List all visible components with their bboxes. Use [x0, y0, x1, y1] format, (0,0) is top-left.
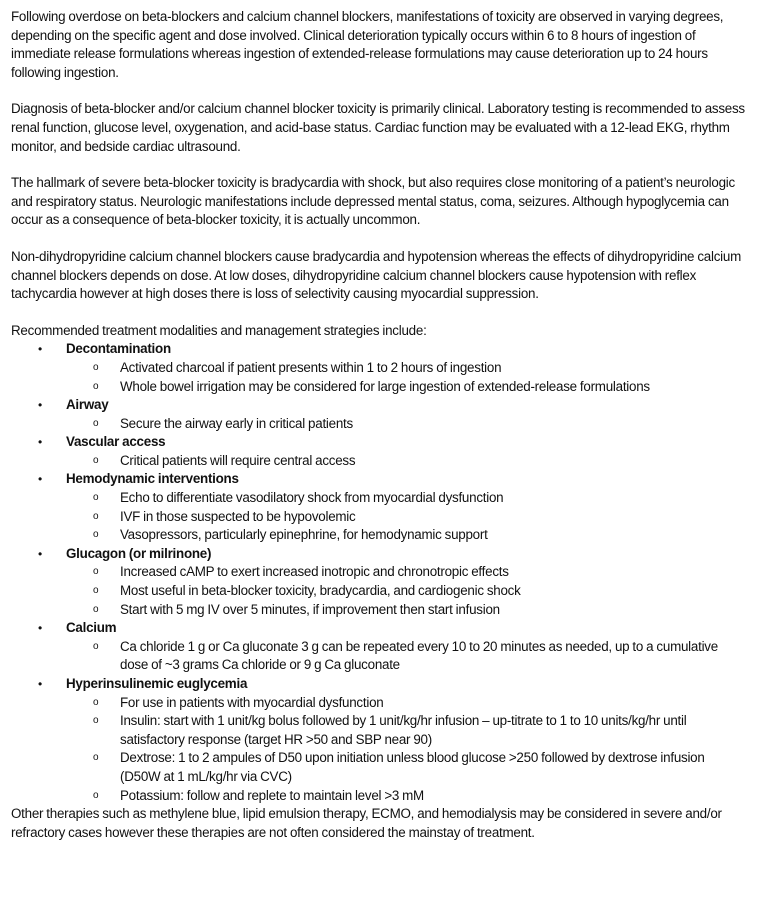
paragraph-other-therapies: Other therapies such as methylene blue, lipid emulsion therapy, ECMO, and hemodialysis may be considered in severe and/or refractory cases however these therapies are not often considered the mainstay of treatment.: [11, 806, 722, 840]
circle-bullet-icon: o: [93, 640, 99, 652]
circle-bullet-icon: o: [93, 510, 99, 522]
bullet-icon: •: [38, 546, 42, 561]
treatment-list: [11, 340, 748, 805]
sub-item-text: Secure the airway early in critical patients: [120, 415, 353, 431]
circle-bullet-icon: o: [93, 417, 99, 429]
sub-item-text: Dextrose: 1 to 2 ampules of D50 upon initiation unless blood glucose >250 followed by dextrose infusion (D50W at 1 mL/kg/hr via CVC): [120, 750, 705, 784]
sub-list: [66, 638, 748, 675]
treatment-label: Vascular access: [66, 434, 166, 450]
sub-item: [66, 787, 735, 806]
paragraph-calcium-channel-blockers: Non-dihydropyridine calcium channel blockers cause bradycardia and hypotension whereas the effects of dihydropyridine calcium channel blockers depends on dose. At low doses, dihydropyridine calcium channel blockers cause hypotension with reflex tachycardia however at high doses there is loss of selectivity causing myocardial suppression.: [11, 248, 741, 302]
bullet-icon: •: [38, 677, 42, 691]
sub-item-text: Most useful in beta-blocker toxicity, bradycardia, and cardiogenic shock: [120, 583, 521, 599]
sub-list: [66, 489, 748, 545]
circle-bullet-icon: o: [93, 361, 99, 373]
treatment-item-decontamination: [11, 340, 748, 396]
treatment-item-hyperinsulinemic-euglycemia: [11, 675, 748, 805]
sub-item-text: Critical patients will require central access: [120, 452, 356, 468]
treatment-intro: Recommended treatment modalities and management strategies include:: [11, 322, 427, 338]
sub-item: [66, 712, 735, 749]
sub-item: [66, 601, 735, 620]
sub-item: [66, 638, 735, 675]
sub-item: [66, 694, 735, 713]
bullet-icon: •: [38, 472, 42, 487]
circle-bullet-icon: o: [93, 789, 99, 801]
treatment-item-calcium: [11, 619, 748, 675]
sub-item-text: Ca chloride 1 g or Ca gluconate 3 g can be repeated every 10 to 20 minutes as needed, up to a cumulative dose of ~3 grams Ca chloride or 9 g Ca gluconate: [120, 638, 718, 673]
treatment-label: Hemodynamic interventions: [66, 471, 239, 487]
paragraph-overdose-overview: Following overdose on beta-blockers and calcium channel blockers, manifestations of toxicity are observed in varying degrees, depending on the specific agent and dose involved. Clinical deterioration typically occurs within 6 to 8 hours of ingestion of immediate release formulations whereas ingestion of extended-release formulations may cause deterioration up to 24 hours following ingestion.: [11, 9, 724, 80]
bullet-icon: •: [38, 621, 42, 636]
sub-item: [66, 489, 735, 508]
circle-bullet-icon: o: [93, 603, 99, 615]
sub-list: [66, 694, 748, 806]
sub-list: [66, 415, 748, 434]
sub-item: [66, 359, 735, 378]
sub-item: [66, 526, 735, 545]
sub-item: [66, 415, 735, 434]
circle-bullet-icon: o: [93, 492, 99, 504]
sub-item-text: Whole bowel irrigation may be considered for large ingestion of extended-release formulations: [120, 378, 650, 394]
sub-item-text: Insulin: start with 1 unit/kg bolus followed by 1 unit/kg/hr infusion – up-titrate to 1 to 10 units/kg/hr until satisfactory response (target HR >50 and SBP near 90): [120, 713, 687, 747]
sub-item: [66, 378, 735, 397]
sub-item-text: Potassium: follow and replete to maintain level >3 mM: [120, 787, 424, 803]
paragraph-diagnosis: Diagnosis of beta-blocker and/or calcium channel blocker toxicity is primarily clinical. Laboratory testing is recommended to assess renal function, glucose level, oxygenation, and acid-base status. Cardiac function may be evaluated with a 12-lead EKG, rhythm monitor, and bedside cardiac ultrasound.: [11, 101, 745, 154]
circle-bullet-icon: o: [93, 566, 99, 578]
circle-bullet-icon: o: [93, 696, 99, 708]
treatment-item-vascular-access: [11, 433, 748, 470]
bullet-icon: •: [38, 342, 42, 357]
sub-item: [66, 508, 735, 527]
circle-bullet-icon: o: [93, 454, 99, 466]
sub-list: [66, 359, 748, 396]
sub-item-text: Increased cAMP to exert increased inotropic and chronotropic effects: [120, 564, 509, 580]
sub-item-text: Echo to differentiate vasodilatory shock from myocardial dysfunction: [120, 490, 504, 506]
sub-item-text: Activated charcoal if patient presents within 1 to 2 hours of ingestion: [120, 359, 502, 375]
bullet-icon: •: [38, 435, 42, 450]
sub-list: [66, 563, 748, 619]
circle-bullet-icon: o: [93, 529, 99, 541]
sub-item: [66, 749, 735, 786]
circle-bullet-icon: o: [93, 585, 99, 597]
sub-item: [66, 452, 735, 471]
treatment-item-airway: [11, 396, 748, 433]
circle-bullet-icon: o: [93, 752, 99, 764]
sub-item-text: Vasopressors, particularly epinephrine, for hemodynamic support: [120, 527, 488, 543]
circle-bullet-icon: o: [93, 715, 99, 727]
sub-item: [66, 563, 735, 582]
treatment-item-glucagon: [11, 545, 748, 619]
circle-bullet-icon: o: [93, 380, 99, 392]
treatment-item-hemodynamic-interventions: [11, 470, 748, 544]
bullet-icon: •: [38, 398, 42, 413]
treatment-label: Hyperinsulinemic euglycemia: [66, 676, 248, 691]
sub-item-text: IVF in those suspected to be hypovolemic: [120, 508, 356, 524]
treatment-label: Calcium: [66, 620, 117, 636]
treatment-label: Decontamination: [66, 341, 171, 357]
paragraph-beta-blocker-toxicity: The hallmark of severe beta-blocker toxicity is bradycardia with shock, but also requires close monitoring of a patient’s neurologic and respiratory status. Neurologic manifestations include depressed mental status, coma, seizures. Although hypoglycemia can occur as a consequence of beta-blocker toxicity, it is actually uncommon.: [11, 175, 735, 228]
sub-list: [66, 452, 748, 471]
sub-item-text: For use in patients with myocardial dysfunction: [120, 694, 384, 710]
treatment-label: Glucagon (or milrinone): [66, 545, 212, 561]
treatment-label: Airway: [66, 397, 109, 413]
sub-item: [66, 582, 735, 601]
sub-item-text: Start with 5 mg IV over 5 minutes, if improvement then start infusion: [120, 601, 500, 617]
